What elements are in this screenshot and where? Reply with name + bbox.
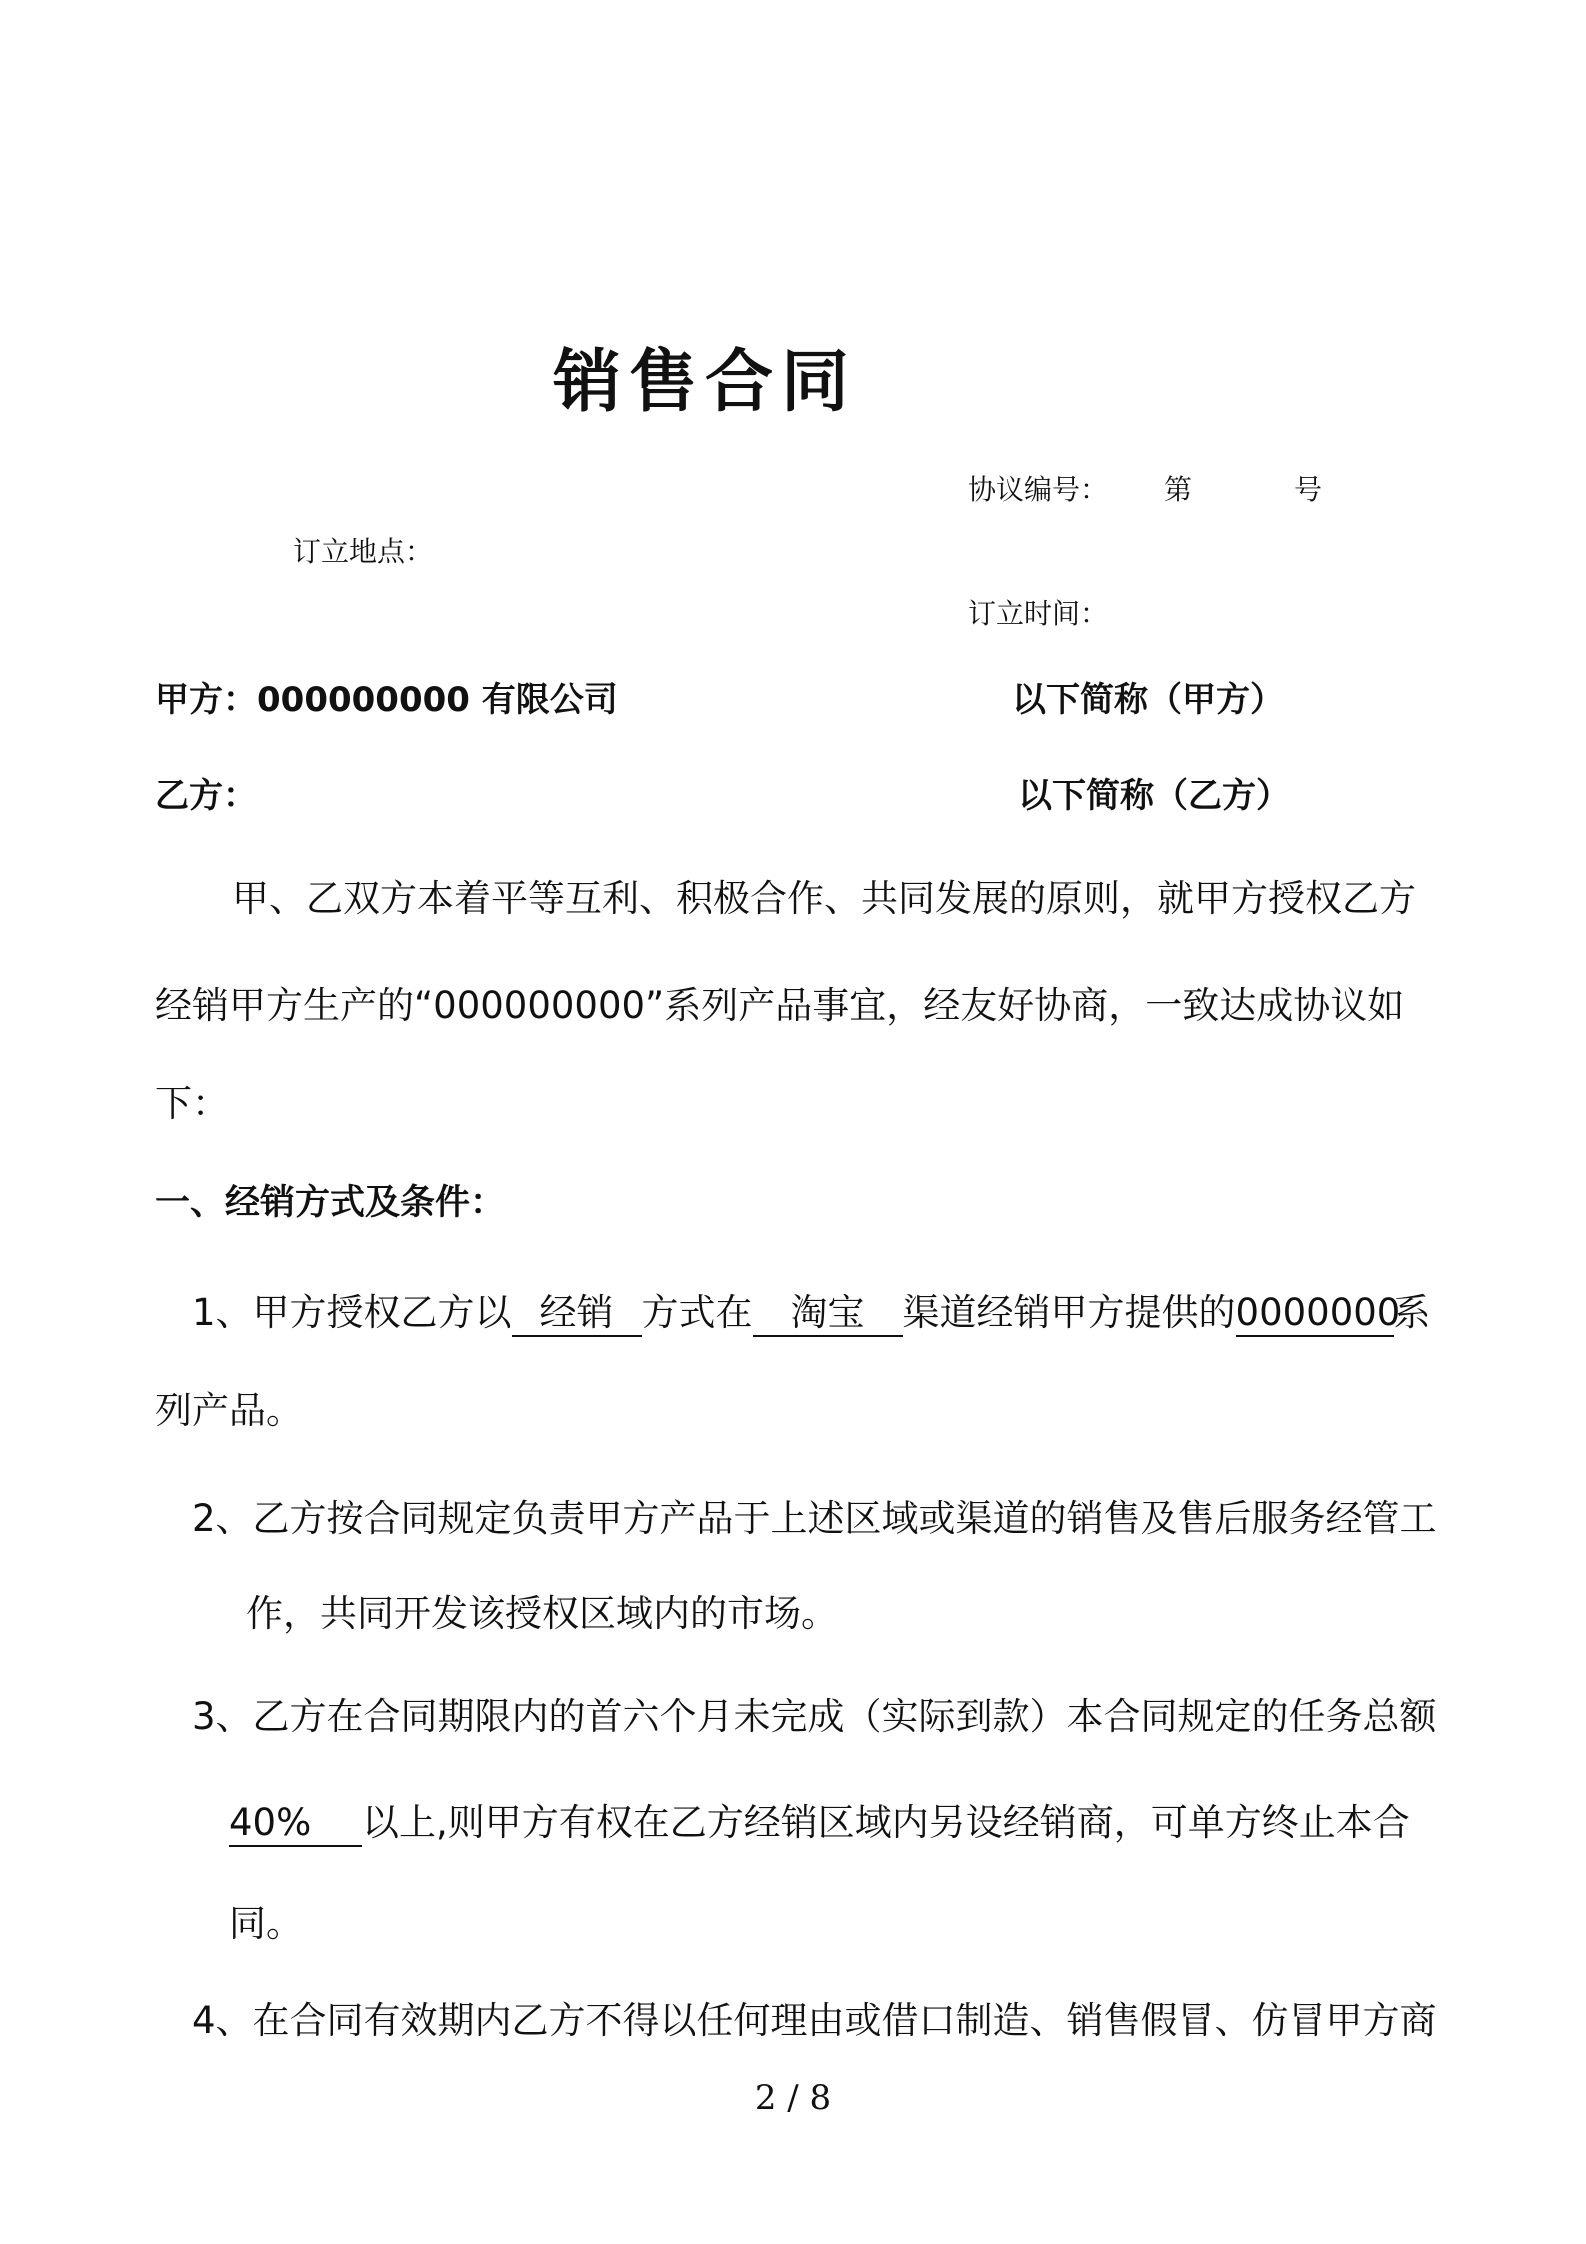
party-b: 乙方： [155,776,257,816]
page-number: 2 / 8 [754,2078,832,2118]
signing-time-label: 订立时间： [968,597,1109,630]
clause-1-text-d: 系 [1393,1291,1431,1334]
clause-3-line-3: 同。 [229,1902,303,1945]
clause-3-text: 以上,则甲方有权在乙方经销区域内另设经销商，可单方终止本合 [362,1801,1410,1844]
clause-3-blank-percentage: 40% [229,1802,362,1847]
clause-2-line-1: 2、乙方按合同规定负责甲方产品于上述区域或渠道的销售及售后服务经管工 [192,1497,1437,1540]
clause-1-blank-product: 0000000 [1236,1292,1394,1337]
agreement-number-label: 协议编号： [968,473,1109,506]
intro-line-2: 经销甲方生产的“000000000”系列产品事宜，经友好协商，一致达成协议如 [155,984,1405,1027]
intro-line-3: 下： [155,1082,229,1125]
clause-3-line-2 [229,1792,1410,1847]
section-1-heading: 一、经销方式及条件： [155,1183,506,1223]
clause-1-blank-method: 经销 [512,1292,642,1337]
clause-1-text-a: 1、甲方授权乙方以 [192,1291,512,1334]
clause-4-line-1: 4、在合同有效期内乙方不得以任何理由或借口制造、销售假冒、仿冒甲方商 [192,1999,1437,2042]
clause-1-text-c: 渠道经销甲方提供的 [902,1291,1236,1334]
party-a-alias: 以下简称（甲方） [1012,680,1284,720]
clause-2-line-2: 作，共同开发该授权区域内的市场。 [246,1592,838,1635]
agreement-number-prefix: 第 [1164,473,1193,506]
party-b-alias: 以下简称（乙方） [1018,776,1290,816]
agreement-number-suffix: 号 [1294,473,1323,506]
party-a: 甲方：000000000 有限公司 [155,680,618,720]
signing-place-label: 订立地点： [293,535,434,568]
clause-1-line-1 [192,1282,1431,1337]
clause-1-line-2: 列产品。 [155,1389,303,1432]
clause-1-text-b: 方式在 [641,1291,753,1334]
document-title: 销售合同 [553,343,858,422]
clause-3-line-1: 3、乙方在合同期限内的首六个月未完成（实际到款）本合同规定的任务总额 [192,1695,1437,1738]
intro-line-1: 甲、乙双方本着平等互利、积极合作、共同发展的原则，就甲方授权乙方 [232,877,1416,920]
clause-1-blank-channel: 淘宝 [753,1292,903,1337]
